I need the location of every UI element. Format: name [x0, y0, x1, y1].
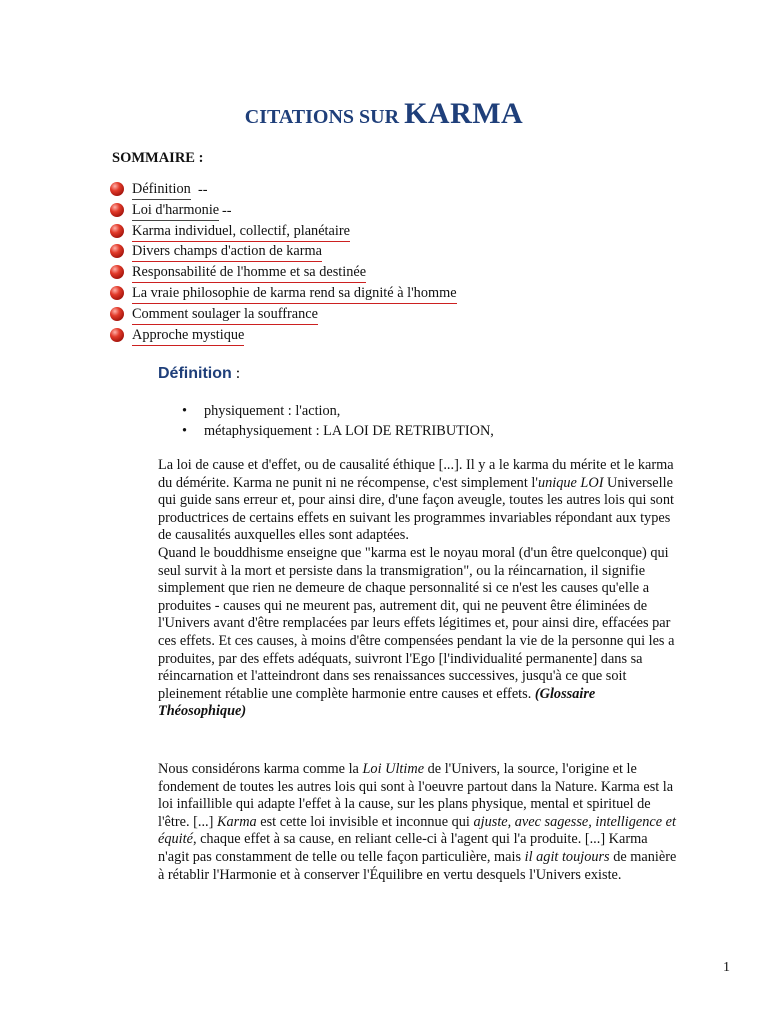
- paragraph-text: de manière à rétablir l'Harmonie et à conserver l'Équilibre en vertu desquels l'Univers existe.: [158, 848, 677, 883]
- title-part-2: KARMA: [404, 97, 524, 130]
- red-ball-bullet-icon: [110, 307, 124, 321]
- red-ball-bullet-icon: [110, 182, 124, 196]
- page-number: 1: [723, 960, 730, 975]
- paragraph-text: Universelle qui guide sans erreur et, pour ainsi dire, d'une façon aveugle, toutes les autres lois qui sont productrices de certains effets en suivant les programmes invariables répondant aux types de causalités auxquelles elles sont adaptées.: [158, 474, 674, 544]
- paragraph-text: , chaque effet à sa cause, en reliant celle-ci à l'agent qui l'a produite. [...] Karma n'agit pas constamment de telle ou telle façon particulière, mais: [158, 831, 648, 865]
- paragraph-text: Quand le bouddhisme enseigne que "karma est le noyau moral (d'un être quelconque) qui seul survit à la mort et persiste dans la transmigration", ou la réincarnation, il signifie simplement que rien ne demeure de chaque personnalité si ce n'est les causes qu'elle a produites - causes qui ne meurent pas, autrement dit, qui ne peuvent être éliminées de l'Univers avant d'être remplacées par leurs effets légitimes et, pour ainsi dire, effacées par ces effets. Et ces causes, à moins d'être compensées pendant la vie de la personne qui les a produites, par des effets adéquats, suivront l'Ego [l'individualité permanente] dans sa réincarnation et l'atteindront dans ses renaissances successives, jusqu'à ce que soit pleinement rétablie une complète harmonie entre causes et effets.: [158, 544, 675, 702]
- definition-heading-text: Définition: [158, 365, 232, 382]
- paragraph-glossaire: [158, 457, 678, 721]
- red-ball-bullet-icon: [110, 265, 124, 279]
- definition-heading-colon: :: [231, 365, 241, 382]
- toc-suffix: --: [222, 202, 232, 219]
- red-ball-bullet-icon: [110, 203, 124, 217]
- toc-link-definition[interactable]: Définition: [132, 181, 191, 200]
- paragraph-text: de l'Univers, la source, l'origine et le fondement de toutes les autres lois qui sont à l'oeuvre partout dans la Nature. Karma est la loi infaillible qui adapte l'effet à la cause, sur les plans physique, mental et spirituel de l'être. [...]: [158, 761, 674, 830]
- toc-link-vraie-philosophie[interactable]: La vraie philosophie de karma rend sa dignité à l'homme: [132, 285, 457, 304]
- red-ball-bullet-icon: [110, 328, 124, 342]
- toc-link-responsabilite[interactable]: Responsabilité de l'homme et sa destinée: [132, 264, 366, 283]
- list-item: • physiquement : l'action,: [180, 402, 494, 422]
- red-ball-bullet-icon: [110, 224, 124, 238]
- toc-link-soulager-souffrance[interactable]: Comment soulager la souffrance: [132, 306, 318, 325]
- toc-link-karma-individuel[interactable]: Karma individuel, collectif, planétaire: [132, 223, 350, 242]
- emphasis-text: unique LOI: [537, 474, 604, 491]
- definition-heading: [158, 365, 240, 383]
- emphasis-text: Loi Ultime: [362, 761, 425, 777]
- sommaire-label: SOMMAIRE :: [112, 150, 204, 166]
- paragraph-text: La loi de cause et d'effet, ou de causalité éthique [...]. Il y a le karma du mérite et le karma du démérite. Karma ne punit ni ne récompense, c'est simplement l': [158, 457, 674, 491]
- title-part-1: CITATIONS SUR: [244, 106, 405, 128]
- toc-link-approche-mystique[interactable]: Approche mystique: [132, 327, 244, 346]
- paragraph-loi-ultime: [158, 761, 678, 884]
- paragraph-text: est cette loi invisible et inconnue qui: [256, 813, 474, 830]
- emphasis-text: il agit toujours: [524, 848, 610, 865]
- paragraph-text: Nous considérons karma comme la: [158, 761, 363, 777]
- emphasis-text: ajuste, avec sagesse, intelligence et équité: [158, 813, 676, 848]
- list-item: • métaphysiquement : LA LOI DE RETRIBUTION,: [180, 422, 494, 442]
- toc-link-divers-champs[interactable]: Divers champs d'action de karma: [132, 243, 322, 262]
- red-ball-bullet-icon: [110, 244, 124, 258]
- document-title: [0, 97, 768, 131]
- emphasis-text: Karma: [216, 813, 257, 830]
- definition-bullets: [180, 402, 494, 442]
- toc-link-loi-harmonie[interactable]: Loi d'harmonie: [132, 202, 219, 221]
- source-citation: (Glossaire Théosophique): [158, 685, 596, 720]
- toc-suffix: --: [198, 182, 208, 198]
- red-ball-bullet-icon: [110, 286, 124, 300]
